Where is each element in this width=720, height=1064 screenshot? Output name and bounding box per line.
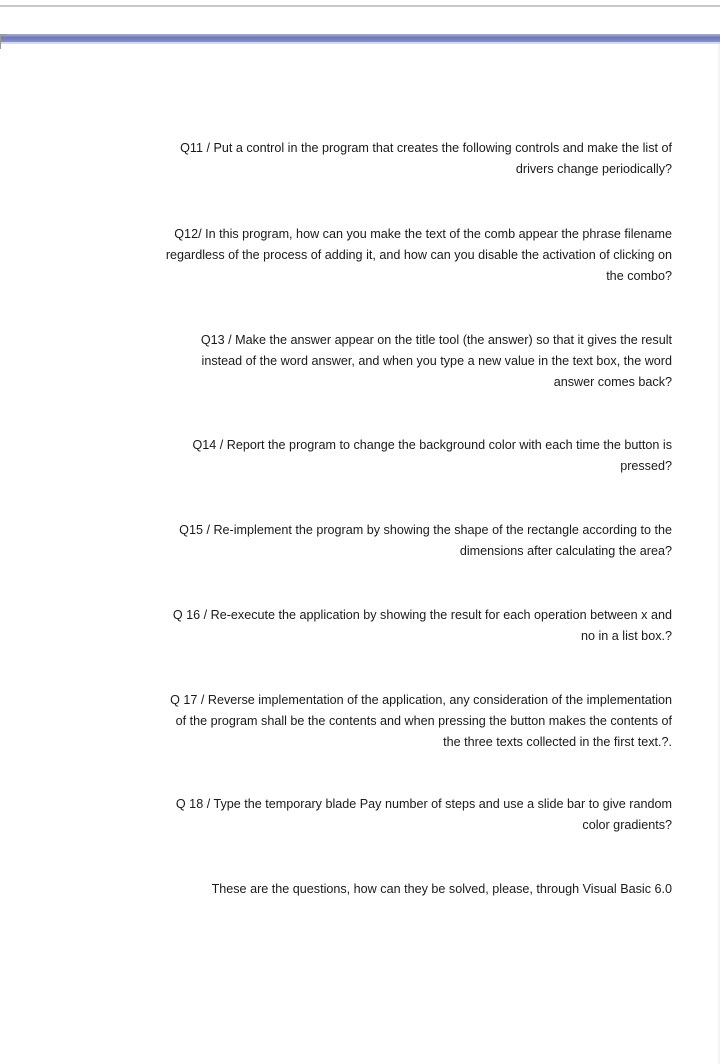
question-line: pressed? xyxy=(620,459,672,473)
question-line: instead of the word answer, and when you type a new value in the text box, the word xyxy=(201,354,672,368)
page-corner-mark xyxy=(0,34,6,49)
question-line: regardless of the process of adding it, and how can you disable the activation of clicking on xyxy=(165,248,672,262)
question-line: Q 17 / Reverse implementation of the application, any consideration of the implementation xyxy=(170,693,672,707)
question-q13 xyxy=(201,330,672,393)
question-line: drivers change periodically? xyxy=(515,162,672,176)
question-q16 xyxy=(173,605,672,647)
question-line: Q11 / Put a control in the program that creates the following controls and make the list of xyxy=(180,141,672,155)
question-line: Q13 / Make the answer appear on the title tool (the answer) so that it gives the result xyxy=(200,333,672,347)
closing-note: These are the questions, how can they be solved, please, through Visual Basic 6.0 xyxy=(211,882,672,896)
question-line: Q15 / Re-implement the program by showing the shape of the rectangle according to the xyxy=(179,523,672,537)
question-q18 xyxy=(176,794,672,836)
question-q17 xyxy=(170,690,672,753)
question-q14 xyxy=(192,435,672,477)
question-line: answer comes back? xyxy=(553,375,672,389)
question-q15 xyxy=(179,520,672,562)
question-line: the three texts collected in the first text.?. xyxy=(443,735,672,749)
question-line: no in a list box.? xyxy=(580,629,672,643)
question-q11 xyxy=(180,138,672,180)
question-line: Q14 / Report the program to change the background color with each time the button is xyxy=(192,438,672,452)
question-line: the combo? xyxy=(606,269,672,283)
question-line: Q 18 / Type the temporary blade Pay number of steps and use a slide bar to give random xyxy=(175,797,672,811)
question-q12 xyxy=(166,224,672,287)
question-line: of the program shall be the contents and when pressing the button makes the contents of xyxy=(175,714,672,728)
question-line: color gradients? xyxy=(582,818,672,832)
question-line: dimensions after calculating the area? xyxy=(459,544,672,558)
question-line: Q12/ In this program, how can you make the text of the comb appear the phrase filename xyxy=(174,227,672,241)
document-page xyxy=(60,0,672,1064)
question-line: Q 16 / Re-execute the application by showing the result for each operation between x and xyxy=(172,608,672,622)
